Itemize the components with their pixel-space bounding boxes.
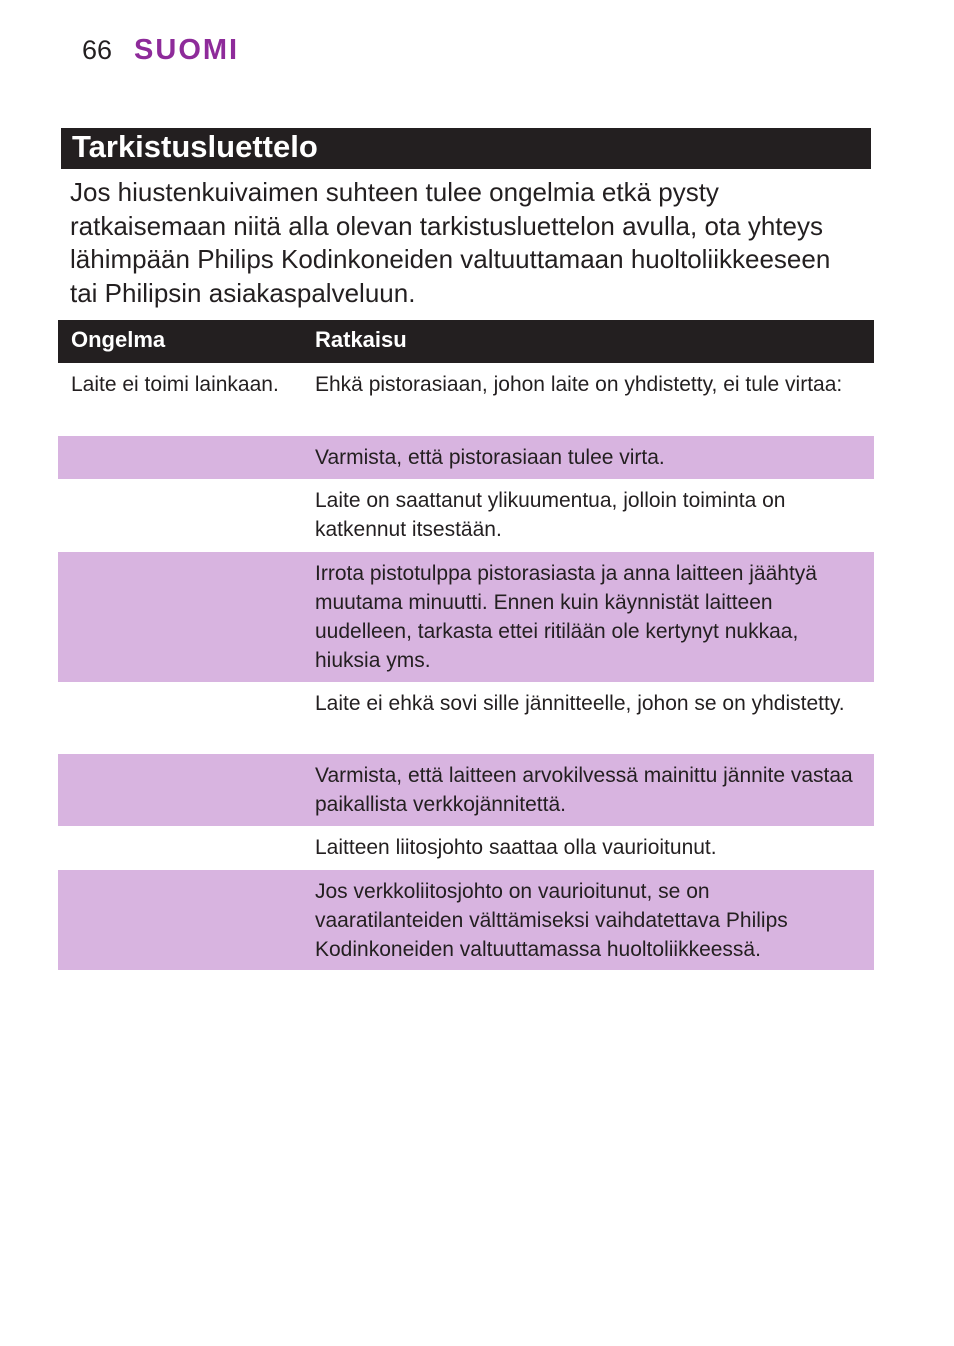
column-header-solution: Ratkaisu xyxy=(315,327,407,352)
solution-cell: Laitteen liitosjohto saattaa olla vaurioitunut. xyxy=(315,836,717,859)
troubleshooting-table xyxy=(58,320,874,970)
solution-cell: Irrota pistotulppa pistorasiasta ja anna laitteen jäähtyä muutama minuutti. Ennen kuin käynnistät laitteen uudelleen, tarkasta ettei ritilään ole kertynyt nukkaa, hiuksia yms. xyxy=(315,562,817,672)
page-header xyxy=(82,34,239,74)
solution-cell: Jos verkkoliitosjohto on vaurioitunut, se on vaaratilanteiden välttämiseksi vaihdatettava Philips Kodinkoneiden valtuuttamassa huoltoliikkeessä. xyxy=(315,880,788,961)
table-row xyxy=(58,870,874,970)
section-title: Tarkistusluettelo xyxy=(72,129,318,164)
problem-cell: Laite ei toimi lainkaan. xyxy=(71,373,279,396)
solution-cell: Ehkä pistorasiaan, johon laite on yhdistetty, ei tule virtaa: xyxy=(315,373,843,396)
table-row xyxy=(58,552,874,682)
solution-cell: Varmista, että laitteen arvokilvessä mainittu jännite vastaa paikallista verkkojännitettä. xyxy=(315,764,853,816)
language-label: SUOMI xyxy=(134,34,240,66)
table-row xyxy=(58,754,874,826)
table-row xyxy=(58,436,874,479)
column-header-problem: Ongelma xyxy=(71,327,166,352)
table-row xyxy=(58,682,874,754)
section-title-bar xyxy=(61,128,871,169)
solution-cell: Laite ei ehkä sovi sille jännitteelle, johon se on yhdistetty. xyxy=(315,692,845,715)
page-number: 66 xyxy=(82,35,113,65)
solution-cell: Laite on saattanut ylikuumentua, jolloin toiminta on katkennut itsestään. xyxy=(315,489,786,541)
intro-paragraph: Jos hiustenkuivaimen suhteen tulee ongelmia etkä pysty ratkaisemaan niitä alla olevan tarkistusluettelon avulla, ota yhteys lähimpään Philips Kodinkoneiden valtuuttamaan huoltoliikkeeseen tai Philipsin asiakaspalveluun. xyxy=(70,177,831,308)
table-row xyxy=(58,826,874,870)
solution-cell: Varmista, että pistorasiaan tulee virta. xyxy=(315,446,665,469)
table-header xyxy=(58,320,874,363)
table-row xyxy=(58,363,874,436)
table-row xyxy=(58,479,874,552)
